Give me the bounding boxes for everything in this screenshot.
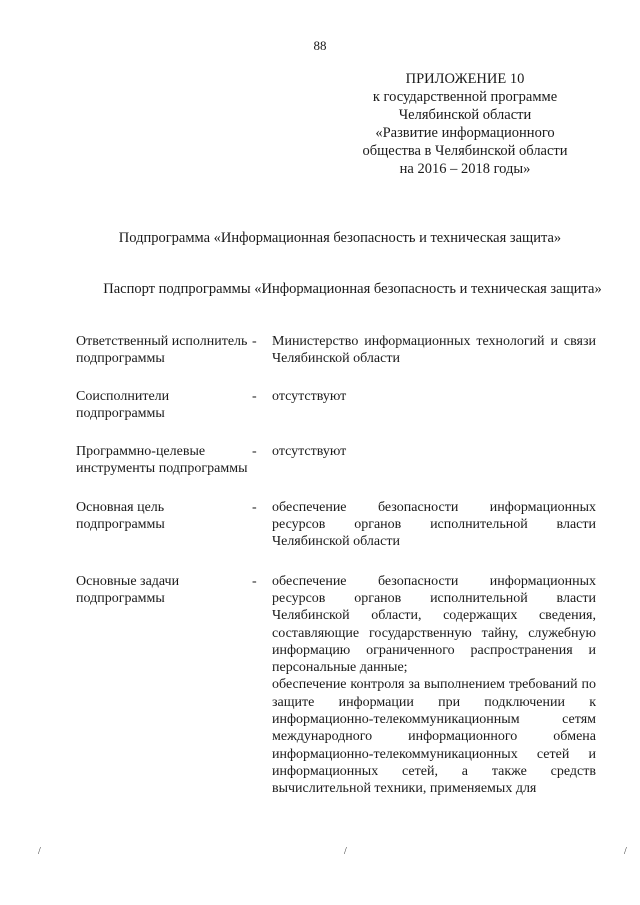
row-dash: - (252, 444, 257, 460)
row-value (272, 573, 596, 798)
passport-table (76, 333, 596, 798)
appendix-line: ПРИЛОЖЕНИЕ 10 (405, 71, 525, 87)
appendix-line: общества в Челябинской области (362, 143, 568, 159)
appendix-line: Челябинской области (398, 107, 532, 123)
appendix-line: «Развитие информационного (375, 125, 555, 141)
row-dash: - (252, 499, 257, 515)
passport-row-goal (76, 499, 596, 551)
margin-tick-center: / (344, 846, 347, 857)
row-label: Соисполнители подпрограммы (76, 388, 170, 421)
page-number: 88 (313, 38, 327, 53)
margin-tick-left: / (38, 846, 41, 857)
passport-row-coexecutors (76, 388, 596, 423)
subprogram-title: Подпрограмма «Информационная безопасность и техническая защита» (118, 230, 562, 246)
row-dash: - (252, 334, 257, 349)
row-value: обеспечение безопасности информационных ресурсов органов исполнительной власти Челябинской области (272, 499, 596, 550)
row-value: Министерство информационных технологий и связи Челябинской области (272, 334, 596, 367)
passport-row-tasks (76, 573, 596, 798)
row-label: Основная цель подпрограммы (76, 499, 165, 533)
row-label: Программно-целевые инструменты подпрограммы (76, 444, 248, 477)
passport-title: Паспорт подпрограммы «Информационная безопасность и техническая защита» (103, 281, 602, 297)
passport-row-instruments (76, 443, 596, 478)
appendix-line: на 2016 – 2018 годы» (399, 161, 531, 177)
row-value-paragraph: обеспечение безопасности информационных ресурсов органов исполнительной власти Челябинской области, содержащих сведения, составляющие государственную тайну, служебную информацию ограниченного распространения и персональные данные; (272, 573, 596, 676)
row-value: отсутствуют (272, 388, 347, 404)
margin-tick-right: / (624, 846, 627, 857)
passport-row-responsible (76, 333, 596, 368)
appendix-heading (340, 70, 590, 178)
row-value-paragraph: обеспечение контроля за выполнением требований по защите информации при подключении к информационно-телекоммуникационным сетям международного информационного обмена информационно-телекоммуникационных сетей и информационных сетей, а также средств вычислительной техники, применяемых для (272, 677, 596, 797)
row-dash: - (252, 388, 257, 404)
appendix-line: к государственной программе (372, 89, 558, 105)
row-dash: - (252, 573, 257, 589)
row-label: Ответственный исполнитель подпрограммы (76, 334, 248, 367)
row-label: Основные задачи подпрограммы (76, 573, 180, 606)
row-value: отсутствуют (272, 444, 347, 460)
margin-ticks (0, 846, 640, 858)
